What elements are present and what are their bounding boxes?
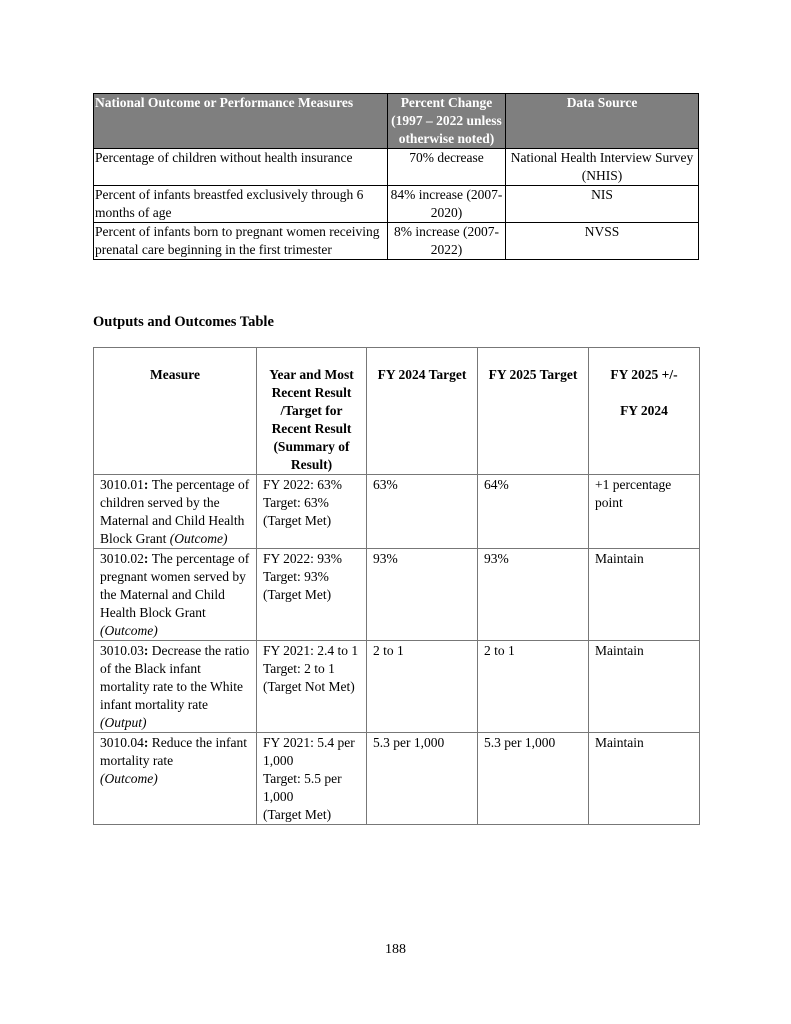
fy2024-target-cell: 93% [367,549,478,641]
fy2025-target-cell: 5.3 per 1,000 [478,733,589,825]
measure-separator: : [143,643,152,658]
outcomes-table-header-row [94,348,700,475]
result-cell [257,549,367,641]
measure-description: The percentage of pregnant women served by the Maternal and Child Health Block Grant [100,551,250,620]
measure-separator: : [143,735,152,750]
national-measures-table [93,93,699,260]
result-summary: (Target Met) [263,513,332,528]
national-change-cell: 84% increase (2007-2020) [388,186,506,223]
result-target: Target: 93% [263,569,329,584]
national-table-header-row [94,94,699,149]
outcomes-header-diff [589,348,700,475]
measure-type: (Outcome) [100,771,158,786]
outcomes-header-fy2025: FY 2025 Target [478,348,589,475]
table-row [94,149,699,186]
measure-id: 3010.03 [100,643,144,658]
measure-type: (Outcome) [100,623,158,638]
result-summary: (Target Not Met) [263,679,355,694]
result-summary: (Target Met) [263,587,332,602]
difference-cell: +1 percentage point [589,475,700,549]
fy2025-target-cell: 64% [478,475,589,549]
measure-id: 3010.01 [100,477,144,492]
national-source-cell: NIS [506,186,699,223]
difference-cell: Maintain [589,549,700,641]
national-source-cell: National Health Interview Survey (NHIS) [506,149,699,186]
section-title: Outputs and Outcomes Table [93,314,274,330]
page-number: 188 [385,942,406,957]
table-row [94,186,699,223]
result-target: Target: 63% [263,495,329,510]
result-cell [257,733,367,825]
national-header-change: Percent Change (1997 – 2022 unless otherwise noted) [388,94,506,149]
table-row [94,733,700,825]
result-year: FY 2021: 2.4 to 1 [263,643,359,658]
measure-type: (Outcome) [169,531,228,546]
measure-type: (Output) [100,715,147,730]
national-header-source: Data Source [506,94,699,149]
table-row [94,641,700,733]
result-cell [257,475,367,549]
result-year: FY 2021: 5.4 per 1,000 [263,735,355,768]
result-target: Target: 5.5 per 1,000 [263,771,342,804]
national-measure-cell: Percentage of children without health insurance [94,149,388,186]
national-change-cell: 70% decrease [388,149,506,186]
measure-description: The percentage of children served by the Maternal and Child Health Block Grant [100,477,250,546]
fy2024-target-cell: 63% [367,475,478,549]
result-target: Target: 2 to 1 [263,661,335,676]
outcomes-header-result: Year and Most Recent Result /Target for Recent Result (Summary of Result) [257,348,367,475]
outcomes-header-fy2024: FY 2024 Target [367,348,478,475]
national-source-cell: NVSS [506,223,699,260]
result-cell [257,641,367,733]
table-row [94,549,700,641]
national-change-cell: 8% increase (2007-2022) [388,223,506,260]
fy2024-target-cell: 5.3 per 1,000 [367,733,478,825]
national-header-measure: National Outcome or Performance Measures [94,94,388,149]
table-row [94,475,700,549]
outcomes-header-diff-line2: FY 2024 [620,403,668,418]
result-year: FY 2022: 63% [263,477,343,492]
difference-cell: Maintain [589,733,700,825]
outcomes-header-diff-line1: FY 2025 +/- [610,367,678,382]
measure-cell [94,733,257,825]
measure-cell [94,549,257,641]
difference-cell: Maintain [589,641,700,733]
national-measure-cell: Percent of infants born to pregnant women receiving prenatal care beginning in the first trimester [94,223,388,260]
fy2025-target-cell: 2 to 1 [478,641,589,733]
result-year: FY 2022: 93% [263,551,343,566]
measure-cell [94,641,257,733]
fy2024-target-cell: 2 to 1 [367,641,478,733]
measure-separator: : [143,551,152,566]
result-summary: (Target Met) [263,807,332,822]
measure-id: 3010.04 [100,735,144,750]
measure-separator: : [143,477,152,492]
measure-cell [94,475,257,549]
table-row [94,223,699,260]
national-measure-cell: Percent of infants breastfed exclusively through 6 months of age [94,186,388,223]
measure-id: 3010.02 [100,551,144,566]
outcomes-header-measure: Measure [94,348,257,475]
measure-description: Decrease the ratio of the Black infant mortality rate to the White infant mortality rate [100,643,250,712]
fy2025-target-cell: 93% [478,549,589,641]
outputs-outcomes-table [93,347,700,825]
measure-description: Reduce the infant mortality rate [100,735,247,768]
